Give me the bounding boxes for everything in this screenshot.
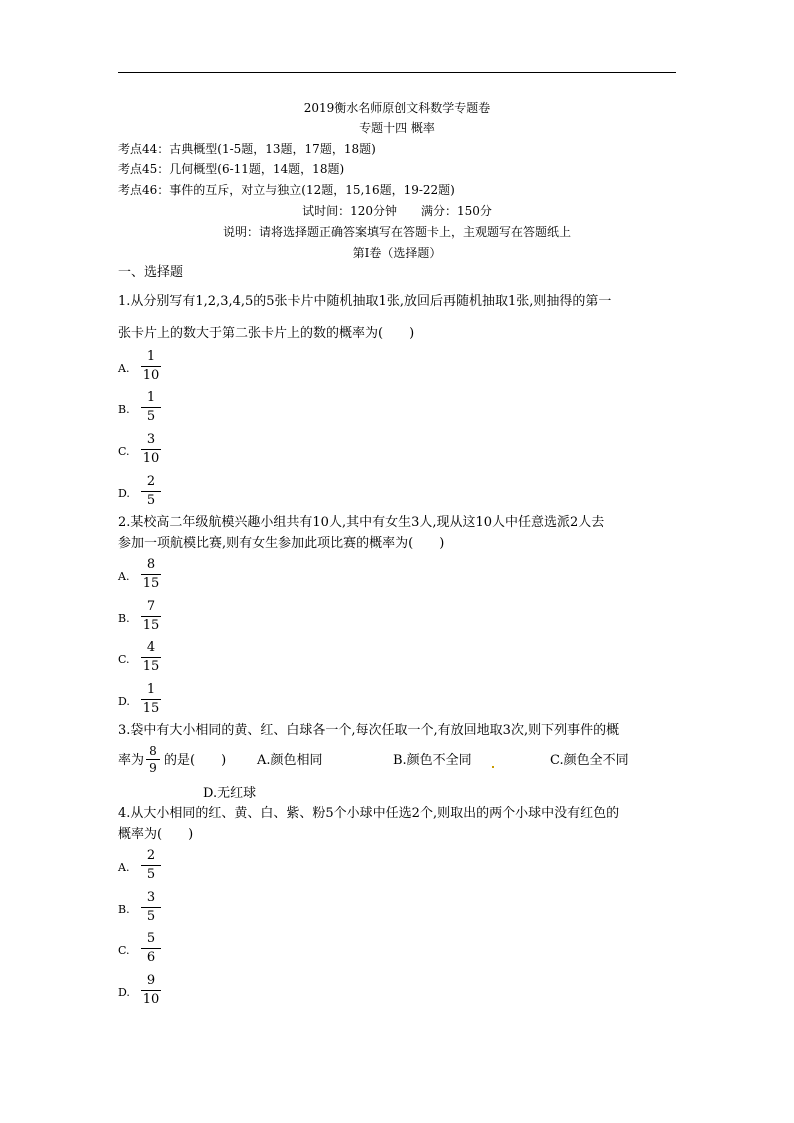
option-label: D. bbox=[118, 986, 130, 999]
q4-stem-line2: 概率为( ) bbox=[118, 827, 194, 842]
header-rule bbox=[118, 72, 676, 73]
option-fraction: 3 5 bbox=[141, 890, 161, 925]
option-label: A. bbox=[118, 861, 130, 874]
q3-option-a[interactable]: A.颜色相同 bbox=[257, 753, 323, 768]
q3-option-b[interactable]: B.颜色不全同 bbox=[393, 753, 472, 768]
point-45: 考点45：几何概型(6-11题，14题，18题) bbox=[118, 162, 345, 176]
q2-stem-line2: 参加一项航模比赛,则有女生参加此项比赛的概率为( ) bbox=[118, 536, 445, 551]
option-fraction: 1 15 bbox=[142, 682, 160, 716]
option-label: C. bbox=[118, 445, 130, 458]
option-label: D. bbox=[118, 695, 130, 708]
q3-option-c[interactable]: C.颜色全不同 bbox=[550, 753, 629, 768]
q4-stem-line1: 4.从大小相同的红、黄、白、紫、粉5个小球中任选2个,则取出的两个小球中没有红色的 bbox=[118, 806, 620, 821]
option-fraction: 3 10 bbox=[142, 432, 160, 466]
option-fraction: 9 10 bbox=[142, 973, 160, 1007]
q3-stem-pre: 率为 bbox=[118, 753, 145, 768]
q1-stem-line1: 1.从分别写有1,2,3,4,5的5张卡片中随机抽取1张,放回后再随机抽取1张,则抽得的第一 bbox=[118, 294, 612, 309]
option-fraction: 1 5 bbox=[141, 390, 161, 425]
option-label: B. bbox=[118, 403, 130, 416]
q3-option-d[interactable]: D.无红球 bbox=[203, 786, 257, 801]
topic-subtitle: 专题十四 概率 bbox=[359, 121, 435, 135]
option-label: D. bbox=[118, 487, 130, 500]
option-label: C. bbox=[118, 653, 130, 666]
exam-time: 试时间：120分钟 满分：150分 bbox=[302, 204, 492, 218]
point-44: 考点44：古典概型(1-5题，13题，17题，18题) bbox=[118, 142, 376, 156]
stray-dot bbox=[492, 766, 494, 768]
option-fraction: 7 15 bbox=[142, 599, 160, 633]
option-fraction: 4 15 bbox=[142, 640, 160, 674]
option-fraction: 8 15 bbox=[142, 557, 160, 591]
option-fraction: 1 10 bbox=[142, 349, 160, 383]
option-label: B. bbox=[118, 612, 130, 625]
option-label: C. bbox=[118, 944, 130, 957]
option-label: B. bbox=[118, 903, 130, 916]
point-46: 考点46：事件的互斥，对立与独立(12题，15,16题，19-22题) bbox=[118, 183, 455, 197]
q3-stem-line1: 3.袋中有大小相同的黄、红、白球各一个,每次任取一个,有放回地取3次,则下列事件的概 bbox=[118, 723, 620, 738]
option-fraction: 2 5 bbox=[141, 474, 161, 509]
option-label: A. bbox=[118, 362, 130, 375]
q3-stem-post: 的是( ) bbox=[164, 753, 227, 768]
q2-stem-line1: 2.某校高二年级航模兴趣小组共有10人,其中有女生3人,现从这10人中任意选派2人去 bbox=[118, 515, 605, 530]
option-fraction: 2 5 bbox=[141, 848, 161, 883]
option-label: A. bbox=[118, 570, 130, 583]
exam-title: 2019衡水名师原创文科数学专题卷 bbox=[303, 101, 491, 115]
exam-note: 说明：请将选择题正确答案填写在答题卡上，主观题写在答题纸上 bbox=[222, 225, 571, 239]
section-heading: 一、选择题 bbox=[118, 265, 184, 280]
option-fraction: 5 6 bbox=[141, 931, 161, 966]
volume-heading: 第Ⅰ卷（选择题） bbox=[352, 246, 442, 260]
q3-fraction: 8 9 bbox=[146, 744, 160, 775]
q1-stem-line2: 张卡片上的数大于第二张卡片上的数的概率为( ) bbox=[118, 326, 415, 341]
